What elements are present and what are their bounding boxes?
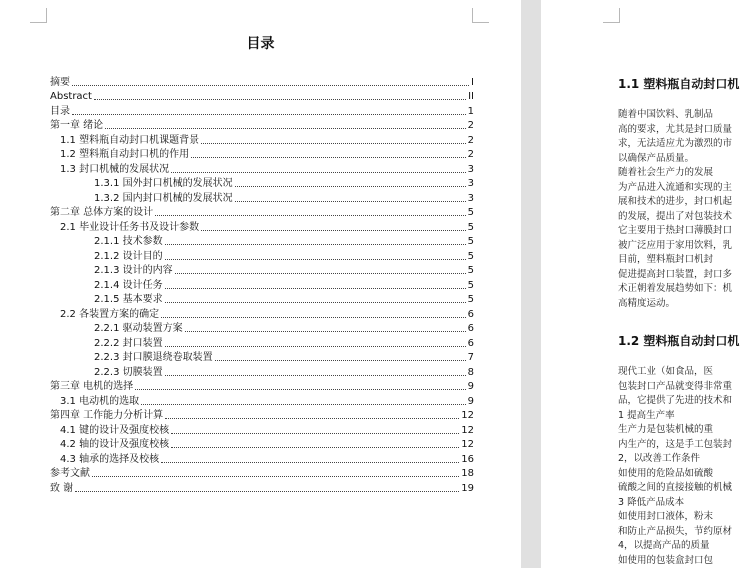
body-text-line: 目前，塑料瓶封口机封 [618, 254, 714, 265]
toc-entry[interactable] [50, 335, 474, 350]
toc-entry[interactable] [50, 451, 474, 466]
toc-entry-title: 2.1 毕业设计任务书及设计参数 [60, 221, 200, 233]
toc-leader-dots [201, 143, 466, 144]
toc-leader-dots [171, 433, 459, 434]
toc-entry[interactable] [50, 422, 474, 437]
toc-entry-title: 3.1 电动机的选取 [60, 395, 140, 407]
toc-entry-page: 2 [467, 149, 474, 160]
body-text-line: 4，以提高产品的质量 [618, 540, 710, 551]
toc-entry-title: 第一章 绪论 [50, 120, 104, 131]
toc-entry-title: 2.2.3 封口膜退绕卷取装置 [94, 352, 213, 363]
toc-entry[interactable] [50, 147, 474, 162]
body-text-line: 被广泛应用于家用饮料，乳 [618, 239, 733, 251]
toc-entry[interactable] [50, 161, 474, 176]
toc-entry-title: 2.2.3 切膜装置 [94, 366, 163, 378]
toc-entry-title: 致 谢 [50, 482, 74, 494]
toc-entry-page: 12 [461, 410, 474, 421]
toc-entry-title: 2.1.3 设计的内容 [94, 265, 173, 276]
toc-leader-dots [94, 99, 466, 100]
toc-entry-page: 3 [467, 192, 474, 204]
body-text-line: 它主要用于热封口薄膜封口 [618, 225, 733, 236]
body-text-line: 的发展，提出了对包装技术 [618, 210, 733, 222]
body-text-line: 高精度运动。 [618, 297, 676, 309]
body-page [541, 0, 750, 568]
body-text-line: 3 降低产品成本 [618, 496, 685, 508]
section-heading-1-2: 1.2 塑料瓶自动封口机 [618, 334, 740, 348]
body-text-line: 随着中国饮料、乳制品 [618, 109, 714, 120]
toc-entry-page: 18 [461, 468, 474, 479]
body-text-line: 和防止产品损失，节约原材 [618, 525, 733, 537]
body-text-line: 现代工业（如食品，医 [618, 366, 714, 377]
toc-leader-dots [105, 128, 465, 129]
body-text-line: 高的要求，尤其是封口质量 [618, 123, 733, 135]
body-text-line: 品，它提供了先进的技术和 [618, 395, 733, 406]
toc-title: 目录 [246, 36, 275, 52]
toc-leader-dots [141, 404, 466, 405]
toc-entry-page: 2 [467, 134, 474, 146]
crop-mark-top-left [30, 8, 47, 23]
body-text-line: 如使用的危险品如硫酸 [618, 467, 714, 479]
body-text-line: 随着社会生产力的发展 [618, 167, 714, 178]
toc-entry[interactable] [50, 379, 474, 394]
toc-entry[interactable] [50, 74, 474, 89]
toc-leader-dots [165, 375, 466, 376]
page-gutter [521, 0, 541, 568]
toc-entry[interactable] [50, 466, 474, 481]
toc-leader-dots [165, 346, 466, 347]
toc-entry-page: 19 [461, 482, 474, 494]
toc-entry-page: 2 [467, 120, 474, 131]
toc-entry-page: 16 [461, 453, 474, 465]
crop-mark-top-right [472, 8, 489, 23]
section-1-1-body [618, 108, 732, 311]
toc-entry-page: 5 [467, 279, 474, 291]
toc-entry-title: 目录 [50, 105, 70, 117]
toc-leader-dots [191, 157, 466, 158]
toc-entry-page: 5 [467, 294, 474, 305]
body-text-line: 为产品进入流通和实现的主 [618, 181, 733, 193]
toc-leader-dots [235, 201, 466, 202]
section-heading-1-1: 1.1 塑料瓶自动封口机 [618, 77, 740, 91]
toc-entry[interactable] [50, 248, 474, 263]
toc-leader-dots [72, 85, 469, 86]
toc-entry[interactable] [50, 103, 474, 118]
toc-entry-title: 4.1 键的设计及强度校核 [60, 424, 170, 436]
toc-leader-dots [185, 331, 466, 332]
toc-entry[interactable] [50, 306, 474, 321]
toc-entry-page: 6 [467, 323, 474, 334]
toc-entry[interactable] [50, 219, 474, 234]
toc-entry[interactable] [50, 89, 474, 104]
toc-entry[interactable] [50, 277, 474, 292]
body-text-line: 1 提高生产率 [618, 409, 675, 421]
toc-leader-dots [135, 389, 465, 390]
crop-mark-top-left [603, 8, 620, 23]
toc-entry-page: 3 [467, 178, 474, 189]
toc-entry-page: 9 [467, 381, 474, 392]
toc-entry-page: 1 [467, 105, 474, 117]
toc-leader-dots [171, 172, 466, 173]
toc-entry-page: 7 [467, 352, 474, 363]
toc-entry[interactable] [50, 480, 474, 495]
toc-entry-title: 摘要 [50, 76, 70, 88]
toc-entry-page: 5 [467, 236, 474, 247]
toc-leader-dots [161, 317, 466, 318]
toc-entry-title: 1.3 封口机械的发展状况 [60, 163, 170, 175]
toc-entry-title: 第三章 电机的选择 [50, 381, 134, 392]
toc-entry[interactable] [50, 364, 474, 379]
toc-leader-dots [165, 418, 459, 419]
toc-entry-page: 9 [467, 395, 474, 407]
toc-leader-dots [161, 462, 459, 463]
toc-entry-title: 4.3 轴承的选择及校核 [60, 453, 160, 465]
toc-entry-title: 第二章 总体方案的设计 [50, 207, 154, 218]
toc-leader-dots [175, 273, 466, 274]
toc-entry-page: I [471, 76, 474, 88]
body-text-line: 如使用的包装盒封口包 [618, 554, 714, 566]
toc-entry-page: 3 [467, 163, 474, 175]
toc-entry[interactable] [50, 205, 474, 220]
toc-entry[interactable] [50, 437, 474, 452]
body-text-line: 生产力是包装机械的重 [618, 424, 714, 435]
toc-entry[interactable] [50, 263, 474, 278]
toc-entry[interactable] [50, 234, 474, 249]
toc-entry-title: 2.1.4 设计任务 [94, 279, 163, 291]
toc-entry-page: 12 [461, 424, 474, 436]
toc-leader-dots [165, 288, 466, 289]
toc-entry-title: 4.2 轴的设计及强度校核 [60, 439, 170, 450]
body-text-line: 如使用封口液体，粉末 [618, 511, 714, 522]
body-text-line: 2，以改善工作条件 [618, 453, 701, 464]
toc-leader-dots [165, 244, 466, 245]
toc-entry-title: 2.2 各装置方案的确定 [60, 308, 160, 320]
body-text-line: 求，无法适应尤为激烈的市 [618, 138, 733, 149]
toc-entry[interactable] [50, 176, 474, 191]
toc-entry-page: 8 [467, 366, 474, 378]
toc-entry-title: 2.1.5 基本要求 [94, 294, 163, 305]
toc-leader-dots [201, 230, 466, 231]
toc-entry-title: 第四章 工作能力分析计算 [50, 410, 164, 421]
body-text-line: 展和技术的进步，封口机起 [618, 196, 733, 207]
body-text-line: 内生产的，这是手工包装封 [618, 438, 733, 450]
toc-leader-dots [72, 114, 466, 115]
toc-entry-page: 5 [467, 221, 474, 233]
toc-entry-page: 6 [467, 337, 474, 349]
body-text-line: 包装封口产品就变得非常重 [618, 380, 733, 392]
body-text-line: 促进提高封口装置，封口多 [618, 268, 733, 280]
toc-leader-dots [75, 491, 459, 492]
toc-entry-title: 1.3.2 国内封口机械的发展状况 [94, 192, 233, 204]
toc-leader-dots [165, 259, 466, 260]
toc-entry-page: 12 [461, 439, 474, 450]
toc-entry-page: 5 [467, 250, 474, 262]
toc-entry-title: 1.2 塑料瓶自动封口机的作用 [60, 149, 190, 160]
toc-entry[interactable] [50, 190, 474, 205]
toc-entry-title: 1.3.1 国外封口机械的发展状况 [94, 178, 233, 189]
body-text-line: 以确保产品质量。 [618, 152, 695, 164]
toc-leader-dots [235, 186, 466, 187]
toc-entry-page: 5 [467, 207, 474, 218]
body-text-line: 术正朝着发展趋势如下：机 [618, 283, 733, 294]
toc-entry[interactable] [50, 132, 474, 147]
section-1-2-body [618, 365, 732, 568]
toc-entry-title: 1.1 塑料瓶自动封口机课题背景 [60, 134, 200, 146]
table-of-contents [50, 74, 474, 495]
toc-entry-title: 2.1.1 技术参数 [94, 236, 163, 247]
toc-entry-title: 参考文献 [50, 468, 90, 479]
toc-leader-dots [92, 476, 459, 477]
toc-entry[interactable] [50, 408, 474, 423]
toc-leader-dots [215, 360, 466, 361]
toc-entry-page: II [468, 91, 474, 102]
body-text-line: 硫酸之间的直接接触的机械 [618, 482, 733, 493]
toc-entry-page: 6 [467, 308, 474, 320]
toc-leader-dots [171, 447, 459, 448]
toc-entry[interactable] [50, 292, 474, 307]
toc-leader-dots [155, 215, 465, 216]
toc-entry-title: 2.1.2 设计目的 [94, 250, 163, 262]
toc-entry[interactable] [50, 350, 474, 365]
toc-entry-page: 5 [467, 265, 474, 276]
toc-entry[interactable] [50, 321, 474, 336]
toc-entry-title: 2.2.2 封口装置 [94, 337, 163, 349]
toc-entry[interactable] [50, 393, 474, 408]
toc-leader-dots [165, 302, 466, 303]
toc-entry-title: 2.2.1 驱动装置方案 [94, 323, 183, 334]
toc-entry-title: Abstract [50, 91, 92, 102]
toc-entry[interactable] [50, 118, 474, 133]
